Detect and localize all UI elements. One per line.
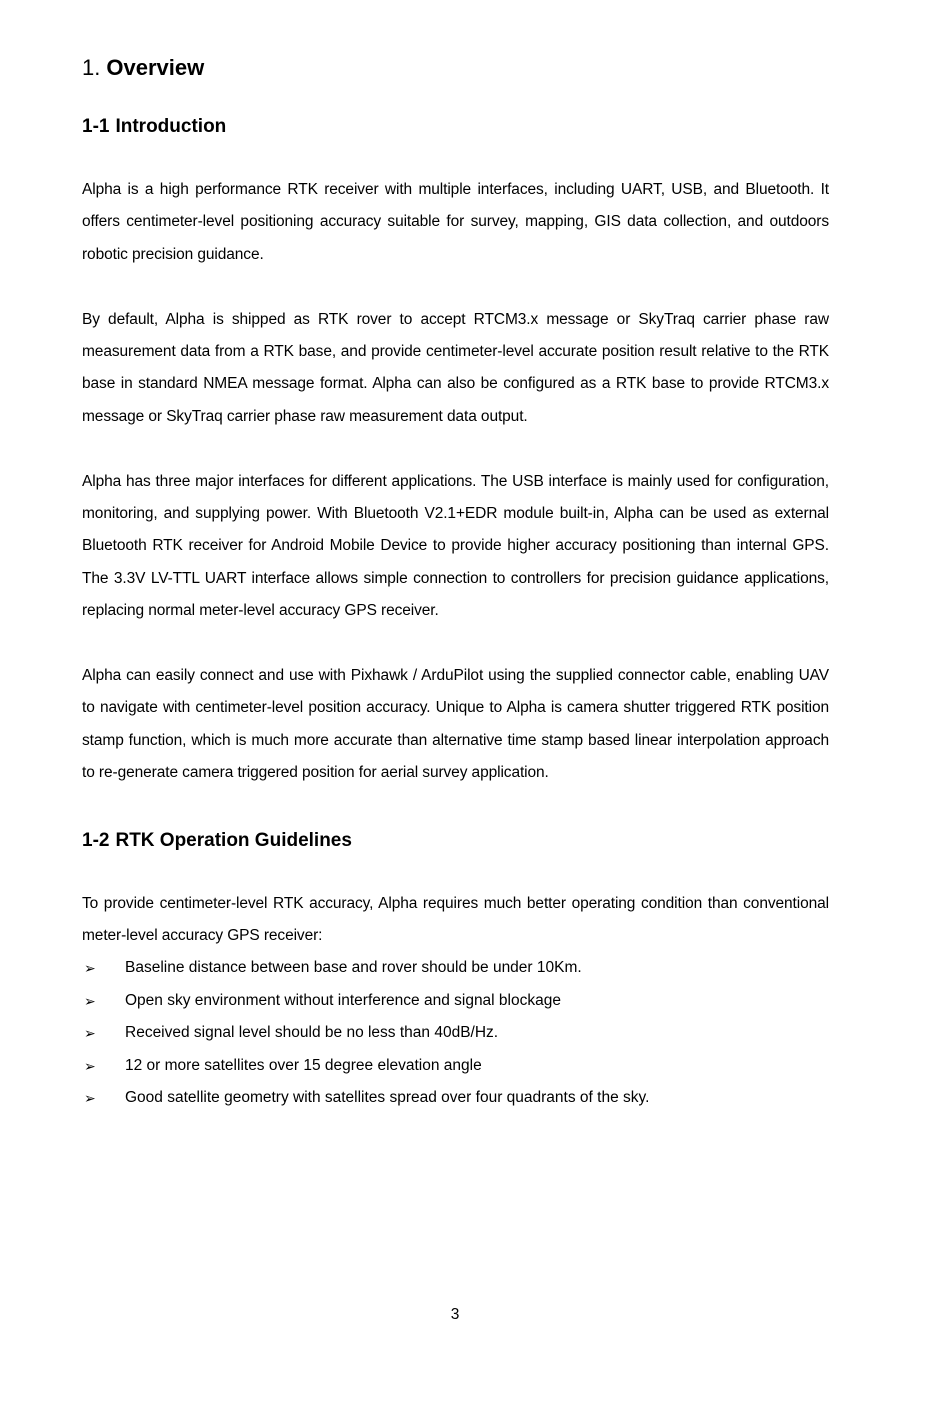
list-item-text: Received signal level should be no less than 40dB/Hz.: [125, 1024, 499, 1042]
section-number: 1-1: [82, 116, 110, 137]
chapter-number: 1.: [82, 55, 101, 80]
list-item-text: Good satellite geometry with satellites spread over four quadrants of the sky.: [125, 1089, 650, 1107]
arrowhead-bullet-icon: ➢: [84, 1025, 96, 1042]
section-heading-rtk-guidelines: [82, 826, 829, 856]
intro-paragraph-4: Alpha can easily connect and use with Pixhawk / ArduPilot using the supplied connector cable, enabling UAV to navigate with centimeter-level position accuracy. Unique to Alpha is camera shutter triggered RTK position stamp function, which is much more accurate than alternative time stamp based linear interpolation approach to re-generate camera triggered position for aerial survey application.: [82, 667, 829, 782]
list-item: [82, 985, 829, 1017]
guidelines-intro-paragraph: To provide centimeter-level RTK accuracy, Alpha requires much better operating condition than conventional meter-level accuracy GPS receiver:: [82, 894, 829, 945]
section-title: RTK Operation Guidelines: [115, 829, 352, 851]
intro-paragraph-1: Alpha is a high performance RTK receiver with multiple interfaces, including UART, USB, and Bluetooth. It offers centimeter-level positioning accuracy suitable for survey, mapping, GIS data collection, and outdoors robotic precision guidance.: [82, 181, 829, 263]
list-item-text: Open sky environment without interference and signal blockage: [125, 991, 561, 1009]
list-item: [82, 1017, 829, 1049]
arrowhead-bullet-icon: ➢: [84, 992, 96, 1009]
page-content: [82, 50, 829, 1115]
chapter-title: Overview: [106, 55, 205, 80]
chapter-heading: [82, 50, 829, 86]
arrowhead-bullet-icon: ➢: [84, 1057, 96, 1074]
arrowhead-bullet-icon: ➢: [84, 960, 96, 977]
list-item-text: 12 or more satellites over 15 degree elevation angle: [125, 1056, 482, 1074]
intro-paragraph-3: Alpha has three major interfaces for different applications. The USB interface is mainly used for configuration, monitoring, and supplying power. With Bluetooth V2.1+EDR module built-in, Alpha can be used as external Bluetooth RTK receiver for Android Mobile Device to provide higher accuracy positioning than internal GPS. The 3.3V LV-TTL UART interface allows simple connection to controllers for precision guidance applications, replacing normal meter-level accuracy GPS receiver.: [82, 472, 829, 620]
section-title: Introduction: [115, 116, 227, 137]
section-number: 1-2: [82, 829, 110, 851]
list-item: [82, 1082, 829, 1114]
list-item: [82, 952, 829, 984]
list-item-text: Baseline distance between base and rover should be under 10Km.: [125, 959, 582, 977]
section-heading-introduction: [82, 112, 829, 142]
page-number: 3: [450, 1306, 460, 1323]
list-item: [82, 1050, 829, 1082]
guidelines-list: [82, 952, 829, 1114]
intro-paragraph-2: By default, Alpha is shipped as RTK rover to accept RTCM3.x message or SkyTraq carrier phase raw measurement data from a RTK base, and provide centimeter-level accurate position result relative to the RTK base in standard NMEA message format. Alpha can also be configured as a RTK base to provide RTCM3.x message or SkyTraq carrier phase raw measurement data output.: [82, 310, 829, 425]
arrowhead-bullet-icon: ➢: [84, 1090, 96, 1107]
